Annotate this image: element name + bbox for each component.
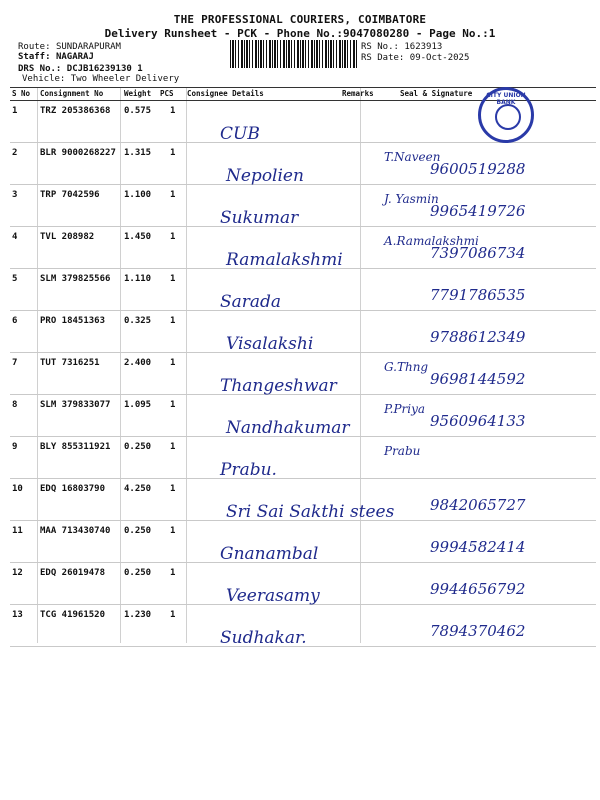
phone-handwriting: 9788612349 xyxy=(430,328,526,346)
consignee-handwriting: Sukumar xyxy=(220,208,299,228)
cell-weight: 1.230 xyxy=(124,610,152,620)
cell-consignment-no: SLM 379833077 xyxy=(40,400,111,410)
cell-weight: 0.575 xyxy=(124,106,152,116)
table-row xyxy=(10,437,596,479)
col-consignment: Consignment No xyxy=(40,89,104,98)
cell-pcs: 1 xyxy=(170,400,176,410)
consignee-handwriting: Nepolien xyxy=(226,166,304,186)
vehicle-label: Vehicle: xyxy=(22,74,71,84)
cell-sno: 3 xyxy=(12,190,18,200)
cell-pcs: 1 xyxy=(170,526,176,536)
phone-handwriting: 9560964133 xyxy=(430,412,526,430)
staff-label: Staff: xyxy=(18,52,56,62)
signature-handwriting: T.Naveen xyxy=(384,150,441,164)
phone-handwriting: 9994582414 xyxy=(430,538,526,556)
signature-handwriting: G.Thng xyxy=(384,360,429,374)
col-pcs: PCS xyxy=(160,89,174,98)
consignee-handwriting: Veerasamy xyxy=(226,586,320,606)
phone-handwriting: 9944656792 xyxy=(430,580,526,598)
runsheet-subtitle: Delivery Runsheet - PCK - Phone No.:9047080280 - Page No.:1 xyxy=(104,27,496,40)
cell-consignment-no: PRO 18451363 xyxy=(40,316,106,326)
cell-consignment-no: TVL 208982 xyxy=(40,232,95,242)
signature-handwriting: J. Yasmin xyxy=(384,192,439,206)
vehicle-value: Two Wheeler Delivery xyxy=(70,74,180,84)
cell-weight: 1.095 xyxy=(124,400,152,410)
bank-seal-stamp xyxy=(478,87,534,143)
cell-consignment-no: SLM 379825566 xyxy=(40,274,111,284)
cell-pcs: 1 xyxy=(170,484,176,494)
staff-value: NAGARAJ xyxy=(55,52,94,62)
phone-handwriting: 9600519288 xyxy=(430,160,526,178)
cell-weight: 2.400 xyxy=(124,358,152,368)
phone-handwriting: 7397086734 xyxy=(430,244,526,262)
consignee-handwriting: Ramalakshmi xyxy=(226,250,343,270)
cell-consignment-no: TRZ 205386368 xyxy=(40,106,111,116)
cell-sno: 7 xyxy=(12,358,18,368)
cell-pcs: 1 xyxy=(170,610,176,620)
route-label: Route: xyxy=(18,42,56,52)
signature-handwriting: Prabu xyxy=(384,444,421,458)
cell-weight: 0.250 xyxy=(124,526,152,536)
cell-pcs: 1 xyxy=(170,568,176,578)
cell-sno: 1 xyxy=(12,106,18,116)
cell-sno: 13 xyxy=(12,610,23,620)
vehicle-line xyxy=(22,74,179,84)
stamp-text: CITY UNION BANK xyxy=(486,92,526,106)
cell-pcs: 1 xyxy=(170,442,176,452)
signature-handwriting: P.Priya xyxy=(384,402,426,416)
consignee-handwriting: Visalakshi xyxy=(226,334,314,354)
cell-consignment-no: EDQ 26019478 xyxy=(40,568,106,578)
cell-sno: 4 xyxy=(12,232,18,242)
cell-consignment-no: TCG 41961520 xyxy=(40,610,106,620)
cell-pcs: 1 xyxy=(170,148,176,158)
runsheet-company-title: THE PROFESSIONAL COURIERS, COIMBATORE xyxy=(173,13,427,26)
phone-handwriting: 7791786535 xyxy=(430,286,526,304)
drs-line xyxy=(18,64,143,74)
phone-handwriting: 7894370462 xyxy=(430,622,526,640)
cell-consignment-no: EDQ 16803790 xyxy=(40,484,106,494)
phone-handwriting: 9965419726 xyxy=(430,202,526,220)
cell-consignment-no: TUT 7316251 xyxy=(40,358,100,368)
cell-sno: 6 xyxy=(12,316,18,326)
cell-sno: 12 xyxy=(12,568,23,578)
rs-no-value: 1623913 xyxy=(404,42,443,52)
consignee-handwriting: Prabu. xyxy=(220,460,277,480)
cell-sno: 10 xyxy=(12,484,23,494)
col-remarks: Remarks xyxy=(342,89,374,98)
cell-weight: 4.250 xyxy=(124,484,152,494)
col-weight: Weight xyxy=(124,89,152,98)
route-value: SUNDARAPURAM xyxy=(55,42,121,52)
barcode xyxy=(230,40,358,68)
cell-consignment-no: MAA 713430740 xyxy=(40,526,111,536)
consignee-handwriting: Thangeshwar xyxy=(220,376,337,396)
consignee-handwriting: Gnanambal xyxy=(220,544,319,564)
consignee-handwriting: Nandhakumar xyxy=(226,418,350,438)
cell-sno: 5 xyxy=(12,274,18,284)
cell-pcs: 1 xyxy=(170,274,176,284)
cell-pcs: 1 xyxy=(170,358,176,368)
cell-weight: 0.250 xyxy=(124,568,152,578)
rs-date-label: RS Date: xyxy=(361,53,410,63)
cell-pcs: 1 xyxy=(170,190,176,200)
cell-consignment-no: BLY 855311921 xyxy=(40,442,111,452)
cell-consignment-no: BLR 9000268227 xyxy=(40,148,116,158)
rs-no-line xyxy=(361,42,442,52)
cell-weight: 1.450 xyxy=(124,232,152,242)
consignee-handwriting: Sri Sai Sakthi stees xyxy=(226,502,395,522)
signature-handwriting: A.Ramalakshmi xyxy=(384,234,479,248)
cell-weight: 0.325 xyxy=(124,316,152,326)
col-sno: S No xyxy=(12,89,31,98)
cell-pcs: 1 xyxy=(170,106,176,116)
cell-sno: 11 xyxy=(12,526,23,536)
rs-date-line xyxy=(361,53,469,63)
rs-date-value: 09-Oct-2025 xyxy=(409,53,470,63)
phone-handwriting: 9698144592 xyxy=(430,370,526,388)
consignee-handwriting: CUB xyxy=(220,124,260,144)
consignee-handwriting: Sarada xyxy=(220,292,282,312)
col-seal-signature: Seal & Signature xyxy=(400,89,473,98)
cell-pcs: 1 xyxy=(170,316,176,326)
cell-pcs: 1 xyxy=(170,232,176,242)
cell-sno: 2 xyxy=(12,148,18,158)
cell-sno: 8 xyxy=(12,400,18,410)
drs-value: DCJB16239130 1 xyxy=(66,64,143,74)
consignee-handwriting: Sudhakar. xyxy=(220,628,307,648)
col-consignee: Consignee Details xyxy=(187,89,264,98)
cell-weight: 1.110 xyxy=(124,274,152,284)
rs-no-label: RS No.: xyxy=(361,42,405,52)
cell-weight: 1.315 xyxy=(124,148,152,158)
route-line xyxy=(18,42,121,52)
cell-consignment-no: TRP 7042596 xyxy=(40,190,100,200)
cell-sno: 9 xyxy=(12,442,18,452)
cell-weight: 0.250 xyxy=(124,442,152,452)
cell-weight: 1.100 xyxy=(124,190,152,200)
staff-line xyxy=(18,52,94,62)
drs-label: DRS No.: xyxy=(18,64,67,74)
phone-handwriting: 9842065727 xyxy=(430,496,526,514)
stamp-emblem xyxy=(495,104,521,130)
